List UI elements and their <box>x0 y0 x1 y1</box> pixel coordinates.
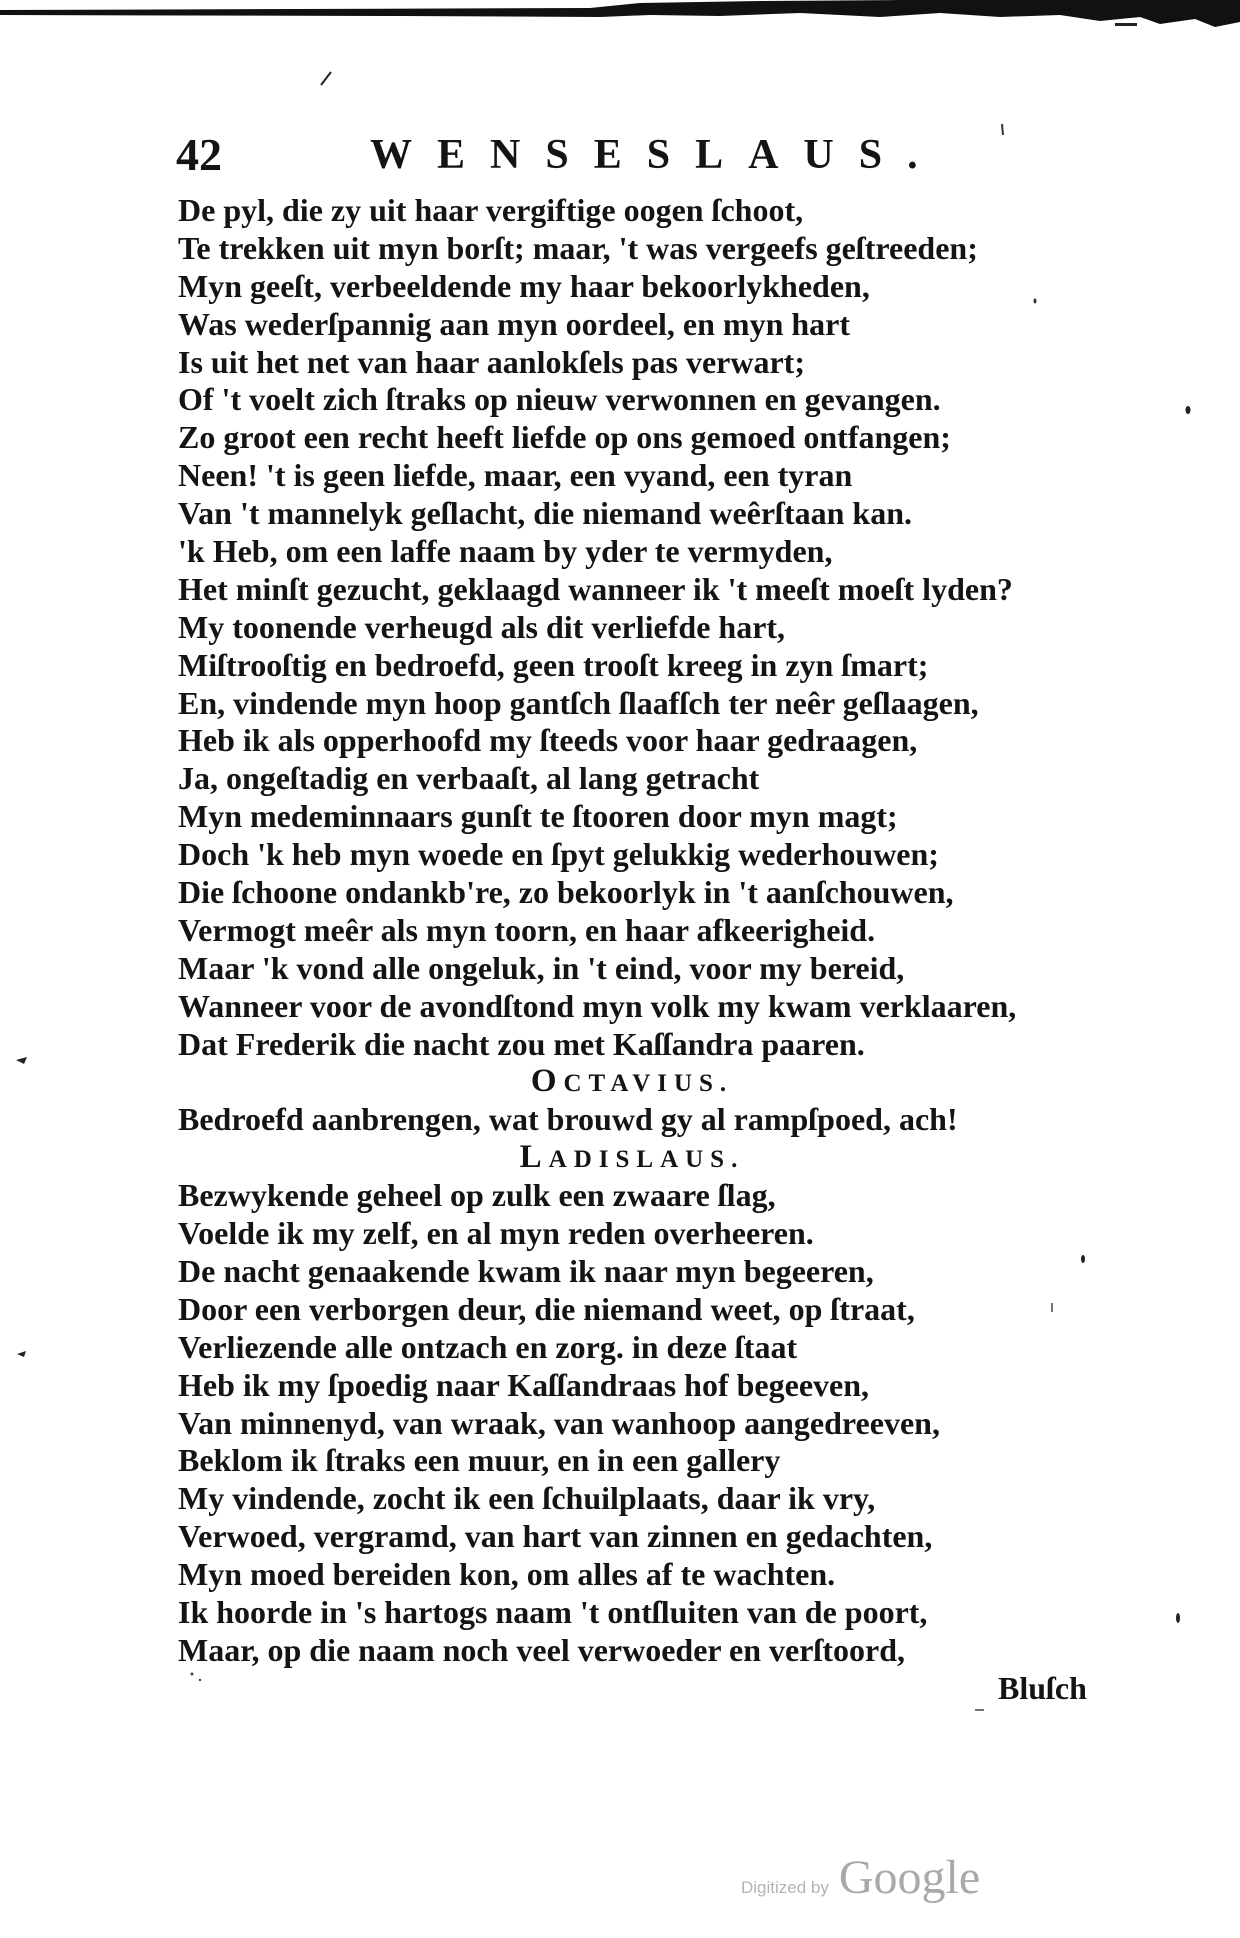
verse-line: Dat Frederik die nacht zou met Kaſſandra paaren. <box>178 1025 865 1062</box>
verse-line: Ik hoorde in 's hartogs naam 't ontſluiten van de poort, <box>178 1593 928 1630</box>
verse-line: My toonende verheugd als dit verliefde hart, <box>178 608 786 645</box>
verse-line: Beklom ik ſtraks een muur, en in een gallery <box>178 1442 781 1479</box>
page-number: 42 <box>176 129 222 180</box>
verse-line: Voelde ik my zelf, en al myn reden overheeren. <box>178 1215 814 1252</box>
verse-line: 'k Heb, om een laffe naam by yder te vermyden, <box>178 533 833 570</box>
verse-line: Myn moed bereiden kon, om alles af te wachten. <box>178 1556 836 1593</box>
verse-line: Het minſt gezucht, geklaagd wanneer ik 't meeſt moeſt lyden? <box>178 570 1013 607</box>
verse-line: Vermogt meêr als myn toorn, en haar afkeerigheid. <box>178 911 876 948</box>
verse-line: Is uit het net van haar aanlokſels pas verwart; <box>178 343 805 380</box>
scan-edge-rule <box>0 0 1240 34</box>
verse-line: Maar, op die naam noch veel verwoeder en verſtoord, <box>178 1631 905 1668</box>
running-title: WENSESLAUS. <box>370 132 943 178</box>
verse-line: Die ſchoone ondankb're, zo bekoorlyk in 't aanſchouwen, <box>178 874 954 911</box>
verse-line: Miſtrooſtig en bedroefd, geen trooſt kreeg in zyn ſmart; <box>178 646 929 683</box>
verse-line: Door een verborgen deur, die niemand weet, op ſtraat, <box>178 1290 915 1327</box>
verse-line: Doch 'k heb myn woede en ſpyt gelukkig wederhouwen; <box>178 836 939 873</box>
speaker-octavius: OCTAVIUS. <box>530 1063 734 1100</box>
verse-line: My vindende, zocht ik een ſchuilplaats, daar ik vry, <box>178 1480 876 1517</box>
verse-line: Neen! 't is geen liefde, maar, een vyand, een tyran <box>178 457 853 494</box>
verse-line: Wanneer voor de avondſtond myn volk my kwam verklaaren, <box>178 987 1017 1024</box>
verse-line: En, vindende myn hoop gantſch ſlaafſch ter neêr geſlaagen, <box>178 684 979 721</box>
text-block <box>178 192 1086 1670</box>
verse-line: Verwoed, vergramd, van hart van zinnen en gedachten, <box>178 1518 933 1555</box>
verse-line: Zo groot een recht heeft liefde op ons gemoed ontfangen; <box>178 419 951 456</box>
verse-line: Van minnenyd, van wraak, van wanhoop aangedreeven, <box>178 1404 940 1441</box>
verse-line: Heb ik my ſpoedig naar Kaſſandraas hof begeeven, <box>178 1366 870 1403</box>
google-logo: Google <box>838 1851 981 1904</box>
verse-line: Myn medeminnaars gunſt te ſtooren door myn magt; <box>178 798 898 835</box>
catchword: Bluſch <box>998 1670 1087 1706</box>
verse-line: Was wederſpannig aan myn oordeel, en myn hart <box>178 305 851 342</box>
verse-line: Verliezende alle ontzach en zorg. in deze ſtaat <box>178 1328 798 1365</box>
verse-line: Maar 'k vond alle ongeluk, in 't eind, voor my bereid, <box>178 949 905 986</box>
verse-line: Te trekken uit myn borſt; maar, 't was vergeefs geſtreeden; <box>178 229 978 266</box>
verse-line: Myn geeſt, verbeeldende my haar bekoorlykheden, <box>178 267 870 304</box>
watermark-prefix: Digitized by <box>741 1878 829 1897</box>
verse-line: Of 't voelt zich ſtraks op nieuw verwonnen en gevangen. <box>178 381 941 418</box>
verse-line: Heb ik als opperhoofd my ſteeds voor haar gedraagen, <box>178 722 918 759</box>
verse-line: Ja, ongeſtadig en verbaaſt, al lang getracht <box>178 760 760 797</box>
verse-line: Van 't mannelyk geſlacht, die niemand weêrſtaan kan. <box>178 495 912 532</box>
speaker-ladislaus: LADISLAUS. <box>519 1139 745 1176</box>
digitization-watermark <box>741 1850 980 1905</box>
verse-line: Bezwykende geheel op zulk een zwaare ſlag, <box>178 1177 776 1214</box>
verse-line: Bedroefd aanbrengen, wat brouwd gy al rampſpoed, ach! <box>178 1101 958 1138</box>
verse-line: De nacht genaakende kwam ik naar myn begeeren, <box>178 1252 874 1289</box>
verse-line: De pyl, die zy uit haar vergiftige oogen ſchoot, <box>178 192 804 228</box>
